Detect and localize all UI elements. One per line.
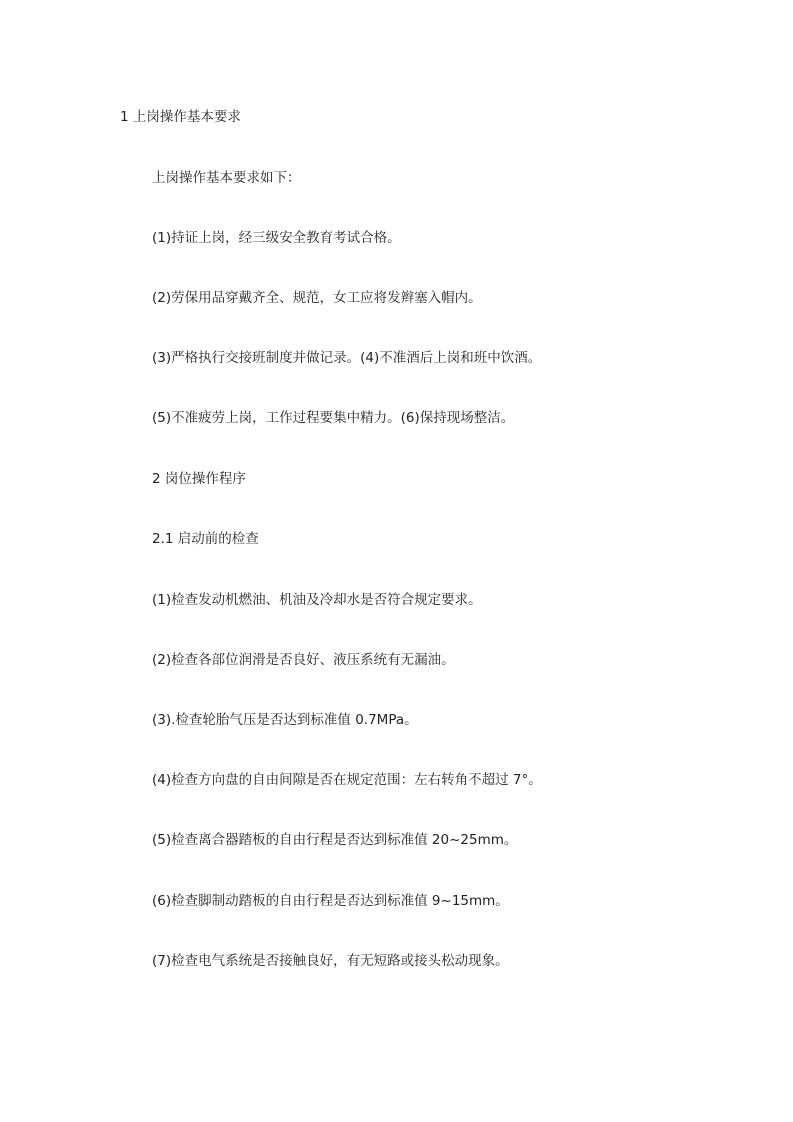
- check-item-1: (1)检查发动机燃油、机油及冷却水是否符合规定要求。: [152, 592, 482, 608]
- subsubsection-heading: 2.1 启动前的检查: [152, 531, 259, 547]
- requirement-item-2: (2)劳保用品穿戴齐全、规范，女工应将发辫塞入帽内。: [152, 290, 482, 306]
- check-item-3: (3).检查轮胎气压是否达到标准值 0.7MPa。: [152, 712, 418, 728]
- check-item-2: (2)检查各部位润滑是否良好、液压系统有无漏油。: [152, 652, 455, 668]
- check-item-5: (5)检查离合器踏板的自由行程是否达到标准值 20~25mm。: [152, 832, 518, 848]
- requirement-item-3-4: (3)严格执行交接班制度并做记录。(4)不准酒后上岗和班中饮酒。: [152, 350, 542, 366]
- check-item-4: (4)检查方向盘的自由间隙是否在规定范围：左右转角不超过 7°。: [152, 772, 542, 788]
- subsection-heading: 2 岗位操作程序: [152, 471, 246, 487]
- check-item-6: (6)检查脚制动踏板的自由行程是否达到标准值 9~15mm。: [152, 893, 509, 909]
- intro-line: 上岗操作基本要求如下：: [152, 170, 301, 186]
- requirement-item-5-6: (5)不准疲劳上岗，工作过程要集中精力。(6)保持现场整洁。: [152, 410, 515, 426]
- requirement-item-1: (1)持证上岗，经三级安全教育考试合格。: [152, 230, 401, 246]
- section-heading: 1 上岗操作基本要求: [120, 109, 241, 125]
- check-item-7: (7)检查电气系统是否接触良好，有无短路或接头松动现象。: [152, 953, 509, 969]
